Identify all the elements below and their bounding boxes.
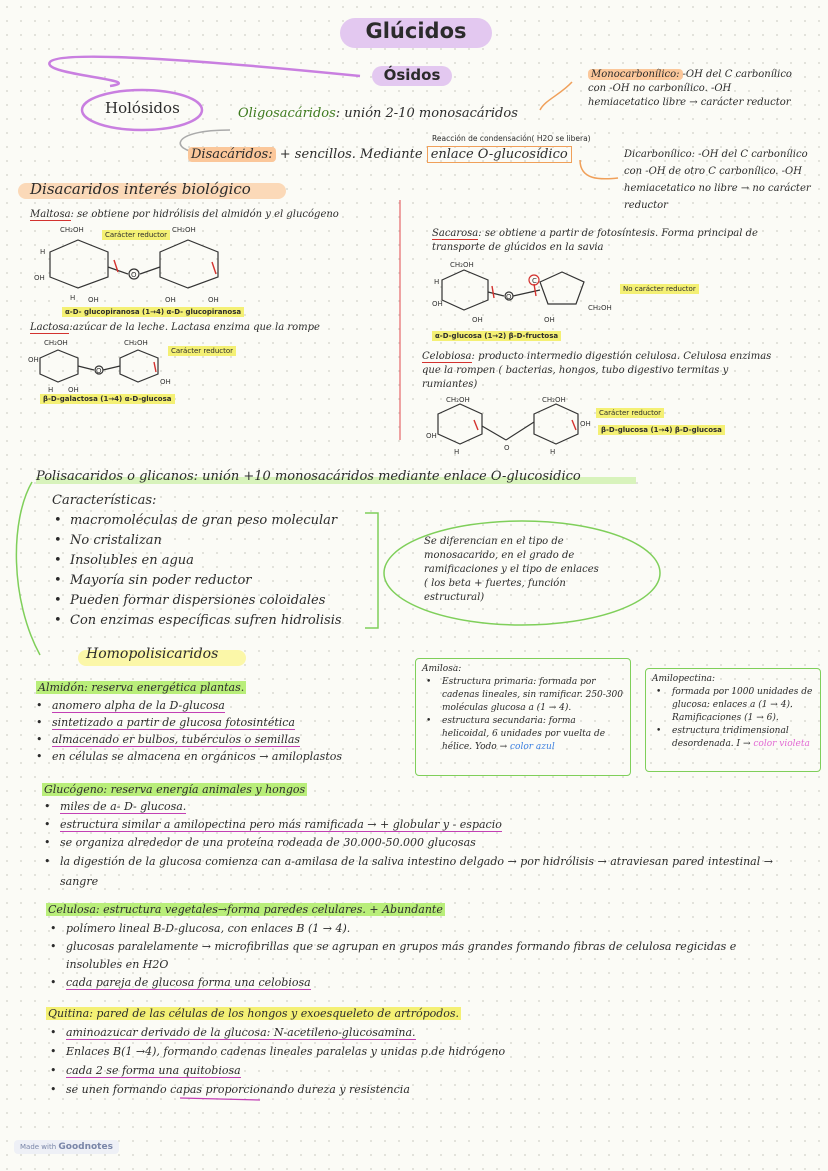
dif-line-4: estructural) [424,592,485,603]
glucogeno-item-3: • la digestión de la glucosa comienza can a-amilasa de la saliva intestino delgado → por hidrólisis → atraviesan pared intestinal → sangre [40,852,800,892]
celobiosa-line-0: : producto intermedio digestión celulosa. Celulosa enzimas [471,351,772,362]
holosidos-heading: Holósidos [105,99,180,117]
amilopectina-box [645,668,821,772]
caract-item-1: • No cristalizan [50,531,370,551]
disacaridos-text: + sencillos. Mediante [279,147,423,162]
disacaridos-line [188,145,572,165]
caract-item-4: • Pueden formar dispersiones coloidales [50,591,370,611]
almidon-text: reserva energética plantas. [87,681,245,694]
maltosa-term: Maltosa [30,209,71,220]
almidon-list [32,697,412,765]
dicarb-line-1: con -OH de otro C carbonílico. -OH [624,166,802,177]
celobiosa-ch2oh-2: CH₂OH [542,396,566,404]
quitina-list [46,1023,786,1099]
celulosa-list [46,920,786,992]
glucogeno-text: reserva energía animales y hongos [107,783,306,796]
almidon-item-0: • anomero alpha de la D-glucosa [32,697,412,714]
page-title: Glúcidos [365,19,467,43]
quitina-item-3: • se unen formando capas proporcionando dureza y resistencia [46,1080,786,1099]
celulosa-item-1: • glucosas paralelamente → microfibrillas que se agrupan en grupos más grandes formando fibras de celulosa regicidas e insolubles en H2O [46,938,786,974]
celulosa-text: estructura vegetales→forma paredes celulares. + Abundante [99,903,443,916]
sacarosa-ch2oh-1: CH₂OH [450,261,474,269]
oligosacaridos-line [238,104,518,124]
sacarosa-oh-1: OH [432,300,443,308]
celobiosa-line-2: rumiantes) [422,379,478,390]
amilopectina-title: Amilopectina: [652,674,716,684]
sacarosa-c: C [532,277,537,285]
dis-interes-heading: Disacaridos interés biológico [30,180,251,198]
sacarosa-block [432,227,822,255]
maltosa-oh-2: OH [88,296,99,304]
maltosa-oh-4: OH [208,296,219,304]
glucogeno-line [42,782,307,797]
celulosa-line [46,902,445,917]
lactosa-text: :azúcar de la leche. Lactasa enzima que la rompe [69,322,320,333]
amilosa-item-0: • Estructura primaria: formada por cadenas lineales, sin ramificar. 250-300 moléculas glucosa a (1 → 4). [422,676,624,715]
goodnotes-brand: Goodnotes [58,1142,113,1152]
glucogeno-item-2: • se organiza alrededor de una proteína rodeada de 30.000-50.000 glucosas [40,834,800,852]
mono-line-1: con -OH no carbonílico. -OH [588,83,732,94]
lactosa-oh-3: OH [160,378,171,386]
maltosa-oh-1: OH [34,274,45,282]
glucogeno-item-1: • estructura similar a amilopectina pero más ramificada → + globular y - espacio [40,816,800,834]
oligosacaridos-term: Oligosacáridos [238,106,336,121]
enlace-box: enlace O-glucosídico [427,146,572,163]
disacaridos-term: Disacáridos: [188,147,276,162]
sacarosa-line-0: : se obtiene a partir de fotosíntesis. Forma principal de [478,228,758,239]
maltosa-h-1: H [40,248,46,256]
dif-line-3: ( los beta + fuertes, función [424,578,566,589]
lactosa-oh-1: OH [28,356,39,364]
mono-line-0: -OH del C carbonílico [682,69,792,80]
lactosa-term: Lactosa [30,322,70,333]
almidon-line [36,680,246,695]
caract-item-0: • macromoléculas de gran peso molecular [50,511,370,531]
osidos-heading: Ósidos [383,66,441,84]
maltosa-tag: Carácter reductor [102,230,170,240]
monocarbonilico-note [588,68,828,110]
sacarosa-oh-2: OH [472,316,483,324]
dif-line-0: Se diferencian en el tipo de [424,536,564,547]
amilosa-box [415,658,631,776]
sacarosa-ch2oh-2: CH₂OH [588,304,612,312]
sacarosa-term: Sacarosa [432,228,479,239]
sacarosa-structure [428,260,624,326]
lactosa-tag: Carácter reductor [168,346,236,356]
caracteristicas-list [50,511,370,631]
celobiosa-formula: β-D-glucosa (1→4) β-D-glucosa [598,425,725,435]
amilosa-color: color azul [510,742,555,752]
sacarosa-oh-3: OH [544,316,555,324]
polisacaridos-heading: Polisacaridos o glicanos: unión +10 monosacáridos mediante enlace O-glucosidico [36,469,636,484]
celulosa-item-2: • cada pareja de glucosa forma una celobiosa [46,974,786,992]
celobiosa-oh-1: OH [426,432,437,440]
maltosa-text: : se obtiene por hidrólisis del almidón y el glucógeno [70,209,339,220]
dif-line-2: ramificaciones y el tipo de enlaces [424,564,599,575]
lactosa-h-1: H [48,386,54,394]
maltosa-h-2: H [70,294,76,302]
caract-item-5: • Con enzimas específicas sufren hidrolisis [50,611,370,631]
quitina-item-0: • aminoazucar derivado de la glucosa: N-acetileno-glucosamina. [46,1023,786,1042]
condensation-note: Reacción de condensación( H2O se libera) [432,134,591,143]
celobiosa-term: Celobiosa [422,351,472,362]
celobiosa-ch2oh-1: CH₂OH [446,396,470,404]
celobiosa-tag: Carácter reductor [596,408,664,418]
celobiosa-o-link: O [504,444,510,452]
almidon-item-2: • almacenado er bulbos, tubérculos o semillas [32,731,412,748]
quitina-line [46,1006,461,1021]
goodnotes-badge [14,1140,119,1154]
caract-item-2: • Insolubles en agua [50,551,370,571]
quitina-heading [46,1007,461,1020]
maltosa-ch2oh-1: CH₂OH [60,226,84,234]
dicarb-line-3: reductor [624,200,668,211]
amilopectina-color: color violeta [753,739,810,749]
quitina-text: pared de las células de los hongos y exoesqueleto de artrópodos. [92,1007,460,1020]
diferencian-note [424,535,624,605]
almidon-term: Almidón: [38,681,88,694]
celobiosa-block [422,350,822,392]
made-with-text: Made with [20,1143,57,1151]
caracteristicas-heading: Características: [52,493,157,508]
amilopectina-list [652,686,814,751]
sacarosa-line-1: transporte de glúcidos en la savia [432,242,604,253]
lactosa-structure [28,338,176,394]
celobiosa-h-1: H [454,448,460,456]
almidon-item-1: • sintetizado a partir de glucosa fotosintética [32,714,412,731]
almidon-item-3: • en células se almacena en orgánicos → amiloplastos [32,748,412,765]
lactosa-oh-2: OH [68,386,79,394]
dif-line-1: monosacarido, en el grado de [424,550,575,561]
lactosa-o-link: O [96,367,102,375]
quitina-item-2: • cada 2 se forma una quitobiosa [46,1061,786,1080]
dicarb-line-2: hemiacetatico no libre → no carácter [624,183,811,194]
amilosa-title: Amilosa: [422,664,462,674]
lactosa-line [30,321,320,335]
lactosa-formula: β-D-galactosa (1→4) α-D-glucosa [40,394,175,404]
celobiosa-h-2: H [550,448,556,456]
maltosa-formula: α-D- glucopiranosa (1→4) α-D- glucopiranosa [62,307,244,317]
sacarosa-h-1: H [434,278,440,286]
celulosa-heading [46,903,445,916]
glucogeno-item-0: • miles de a- D- glucosa. [40,798,800,816]
amilosa-list [422,676,624,754]
quitina-term: Quitina: [48,1007,93,1020]
lactosa-ch2oh-1: CH₂OH [44,339,68,347]
celobiosa-structure [424,396,594,456]
maltosa-o-link: O [131,271,137,279]
amilopectina-item-0: • formada por 1000 unidades de glucosa: enlaces a (1 → 4). Ramificaciones (1 → 6). [652,686,814,725]
lactosa-ch2oh-2: CH₂OH [124,339,148,347]
mono-line-2: hemiacetatico libre → carácter reductor [588,97,791,108]
glucogeno-heading [42,783,307,796]
maltosa-ch2oh-2: CH₂OH [172,226,196,234]
monocarbonilico-term: Monocarbonílico: [588,69,683,80]
almidon-heading [36,681,246,694]
celobiosa-oh-2: OH [580,420,591,428]
dicarb-line-0: Dicarbonílico: -OH del C carbonílico [624,149,808,160]
quitina-item-1: • Enlaces B(1 →4), formando cadenas lineales paralelas y unidas p.de hidrógeno [46,1042,786,1061]
celulosa-item-0: • polímero lineal B-D-glucosa, con enlaces B (1 → 4). [46,920,786,938]
homopol-heading: Homopolisicaridos [86,646,219,662]
amilopectina-item-1: • estructura tridimensional desordenada. I → color violeta [652,725,814,751]
sacarosa-o-link: O [506,293,512,301]
sacarosa-tag: No carácter reductor [620,284,699,294]
maltosa-line [30,208,339,222]
glucogeno-list [40,798,800,892]
oligosacaridos-text: : unión 2-10 monosacáridos [335,106,518,121]
celulosa-term: Celulosa: [48,903,100,916]
celobiosa-line-1: que la rompen ( bacterias, hongos, tubo digestivo termitas y [422,365,729,376]
glucogeno-term: Glucógeno: [44,783,108,796]
amilosa-item-1: • estructura secundaria: forma helicoidal, 6 unidades por vuelta de hélice. Yodo → color azul [422,715,624,754]
maltosa-oh-3: OH [165,296,176,304]
dicarbonilico-note [624,146,828,214]
sacarosa-formula: α-D-glucosa (1→2) β-D-fructosa [432,331,561,341]
caract-item-3: • Mayoría sin poder reductor [50,571,370,591]
